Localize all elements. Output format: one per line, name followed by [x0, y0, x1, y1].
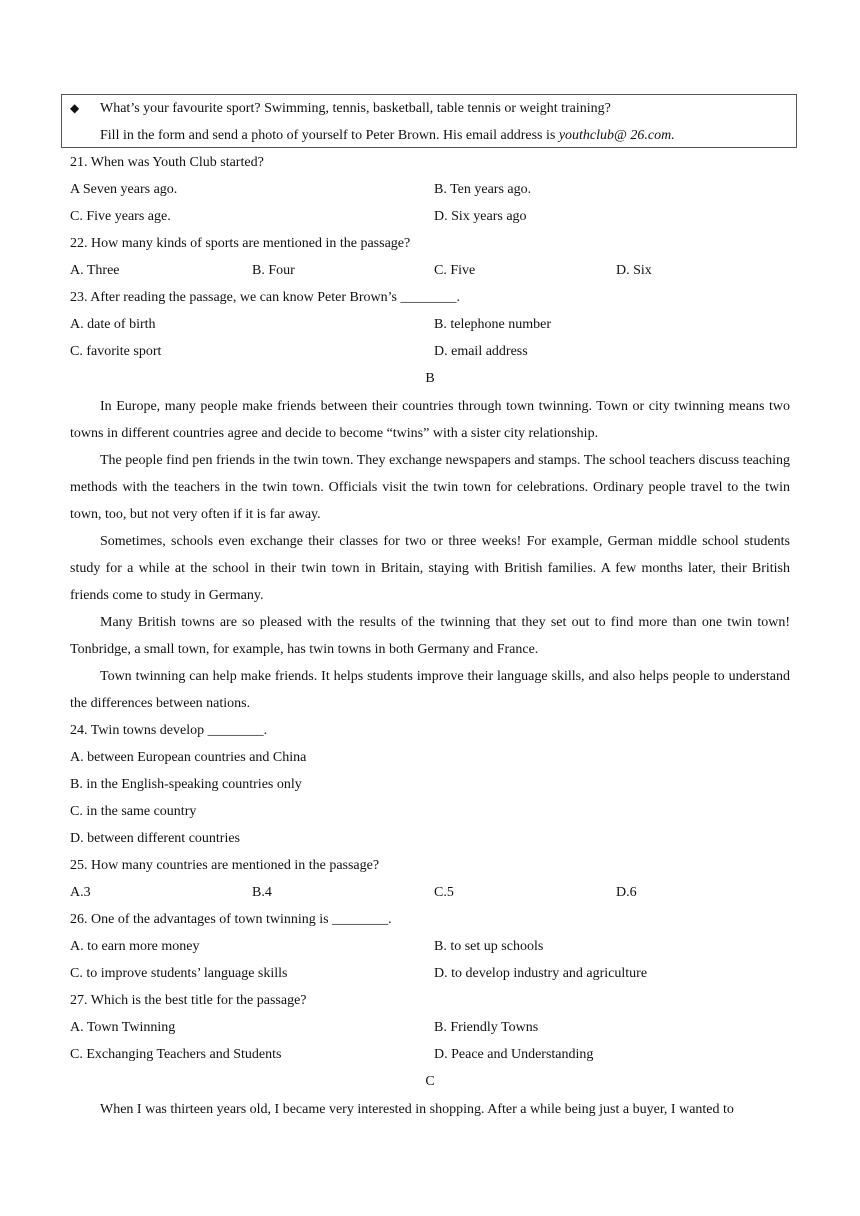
question-21-option-a: A Seven years ago. [70, 182, 178, 197]
question-22-stem: 22. How many kinds of sports are mentioned in the passage? [70, 236, 411, 251]
passage-b-paragraph-5: Town twinning can help make friends. It helps students improve their language skills, and also helps people to understand the differences between nations. [70, 669, 790, 711]
question-22-option-c: C. Five [434, 263, 476, 278]
notice-line-2-text: Fill in the form and send a photo of yourself to Peter Brown. His email address is [100, 128, 559, 143]
question-23-option-b: B. telephone number [434, 317, 552, 332]
question-23-option-c: C. favorite sport [70, 344, 162, 359]
question-24-stem: 24. Twin towns develop ________. [70, 723, 268, 738]
notice-line-2 [100, 127, 675, 145]
question-25-stem: 25. How many countries are mentioned in the passage? [70, 858, 380, 873]
question-22-option-d: D. Six [616, 263, 652, 278]
question-24-option-c: C. in the same country [70, 804, 197, 819]
passage-c-paragraph-1: When I was thirteen years old, I became very interested in shopping. After a while being just a buyer, I wanted to [100, 1102, 734, 1117]
question-25-option-b: B.4 [252, 885, 272, 900]
question-27-option-d: D. Peace and Understanding [434, 1047, 594, 1062]
question-26-option-d: D. to develop industry and agriculture [434, 966, 648, 981]
section-c-heading: C [425, 1074, 435, 1089]
question-23-stem: 23. After reading the passage, we can know Peter Brown’s ________. [70, 290, 460, 305]
question-21-stem: 21. When was Youth Club started? [70, 155, 264, 170]
question-26-option-c: C. to improve students’ language skills [70, 966, 288, 981]
passage-b-paragraph-3: Sometimes, schools even exchange their classes for two or three weeks! For example, German middle school students study for a while at the school in their twin town in Britain, staying with British families. A few months later, their British friends come to study in Germany. [70, 534, 790, 603]
question-25-option-c: C.5 [434, 885, 454, 900]
question-26-option-a: A. to earn more money [70, 939, 200, 954]
section-b-heading: B [425, 371, 435, 386]
passage-b-paragraph-4: Many British towns are so pleased with the results of the twinning that they set out to find more than one twin town! Tonbridge, a small town, for example, has twin towns in both Germany and France. [70, 615, 790, 657]
question-26-option-b: B. to set up schools [434, 939, 544, 954]
question-27-option-a: A. Town Twinning [70, 1020, 176, 1035]
question-21-option-b: B. Ten years ago. [434, 182, 532, 197]
question-22-option-a: A. Three [70, 263, 120, 278]
passage-b-paragraph-1: In Europe, many people make friends between their countries through town twinning. Town or city twinning means two towns in different countries agree and decide to become “twins” with a sister city relationship. [70, 399, 790, 441]
question-25-option-d: D.6 [616, 885, 637, 900]
question-23-option-d: D. email address [434, 344, 528, 359]
question-24-option-b: B. in the English-speaking countries only [70, 777, 302, 792]
passage-b-paragraph-2: The people find pen friends in the twin town. They exchange newspapers and stamps. The school teachers discuss teaching methods with the teachers in the twin town. Officials visit the twin town for celebrations. Ordinary people travel to the twin town, too, but not very often if it is far away. [70, 453, 790, 522]
question-21-option-c: C. Five years age. [70, 209, 171, 224]
question-25-option-a: A.3 [70, 885, 91, 900]
diamond-bullet-icon: ◆ [70, 101, 80, 115]
question-24-option-a: A. between European countries and China [70, 750, 307, 765]
question-27-stem: 27. Which is the best title for the passage? [70, 993, 307, 1008]
notice-box [61, 94, 797, 148]
question-24-option-d: D. between different countries [70, 831, 241, 846]
question-23-option-a: A. date of birth [70, 317, 156, 332]
email-address: youthclub@ 26.com. [558, 128, 675, 143]
question-21-option-d: D. Six years ago [434, 209, 527, 224]
notice-line-1: What’s your favourite sport? Swimming, tennis, basketball, table tennis or weight training? [100, 101, 611, 116]
question-27-option-b: B. Friendly Towns [434, 1020, 539, 1035]
question-27-option-c: C. Exchanging Teachers and Students [70, 1047, 282, 1062]
question-22-option-b: B. Four [252, 263, 295, 278]
question-26-stem: 26. One of the advantages of town twinning is ________. [70, 912, 392, 927]
